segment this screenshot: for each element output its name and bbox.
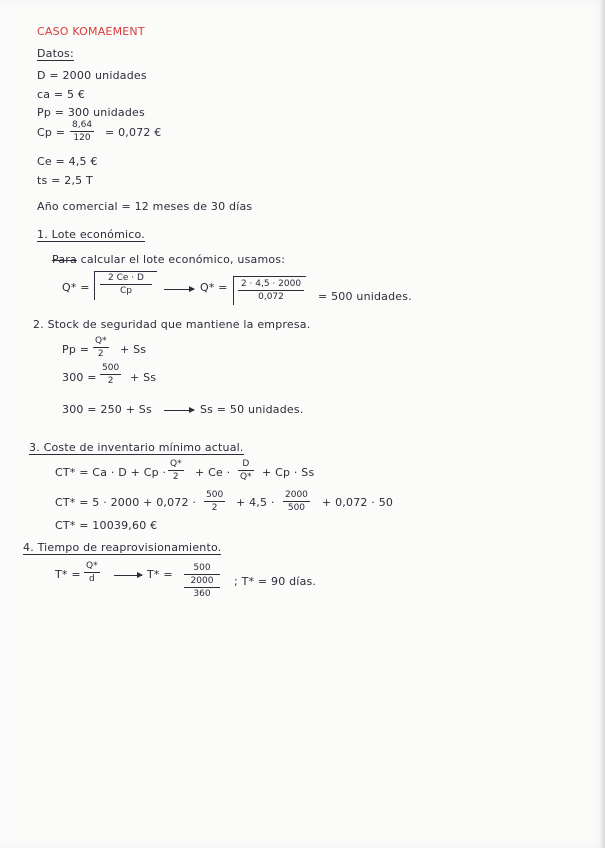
datos-heading <box>37 47 74 60</box>
s4-t-den: d <box>88 574 95 584</box>
arrow-icon <box>164 289 194 290</box>
s3-l3: CT* = 10039,60 € <box>55 519 158 532</box>
s1-q2-fraction <box>238 278 304 303</box>
s4-t2-left: T* = <box>147 568 173 581</box>
s1-heading-text: 1. Lote económico. <box>37 228 145 241</box>
s1-intro <box>52 253 285 266</box>
s2-l1-num: Q* <box>95 336 107 346</box>
s3-heading <box>29 441 244 454</box>
s2-l3-right: Ss = 50 unidades. <box>200 403 304 416</box>
s4-heading <box>23 541 221 554</box>
s4-t-num: Q* <box>86 561 98 571</box>
s3-l1-a: CT* = Ca · D + Cp · <box>55 466 167 479</box>
s2-heading <box>33 318 310 331</box>
s4-t2-den: 360 <box>184 587 220 600</box>
datos-heading-text: Datos: <box>37 47 74 60</box>
s3-l2-c: + 0,072 · 50 <box>322 496 394 509</box>
s1-q-num: 2 Ce · D <box>100 272 152 285</box>
s2-l2-den: 2 <box>107 376 114 386</box>
s2-l1-left: Pp = <box>62 343 90 356</box>
s4-t2-num: 500 <box>184 562 220 575</box>
s3-l2-f2-den: 500 <box>287 503 306 513</box>
s3-l2-fraction-1 <box>204 489 225 514</box>
s3-l2-fraction-2 <box>283 489 310 514</box>
datos-cp-num: 8,64 <box>72 120 93 130</box>
s2-l1-den: 2 <box>97 349 104 359</box>
datos-cp-suffix: = 0,072 € <box>105 126 162 139</box>
s2-l1-fraction <box>93 335 109 360</box>
s3-l1-f2-den: Q* <box>240 472 252 482</box>
s3-l1-f1-num: Q* <box>170 459 182 469</box>
s3-l1-b: + Ce · <box>195 466 231 479</box>
s3-l2-f2-num: 2000 <box>285 490 308 500</box>
s2-l2-left: 300 = <box>62 371 97 384</box>
s4-t2-fraction <box>184 562 220 600</box>
s4-t-left: T* = <box>55 568 81 581</box>
s3-l1-f1-den: 2 <box>172 472 179 482</box>
s3-l2-f1-num: 500 <box>206 490 224 500</box>
s3-l2-a: CT* = 5 · 2000 + 0,072 · <box>55 496 197 509</box>
datos-ca: ca = 5 € <box>37 88 86 101</box>
s4-heading-text: 4. Tiempo de reaprovisionamiento. <box>23 541 222 554</box>
datos-cp-den: 120 <box>73 133 91 143</box>
page-edge <box>600 0 605 848</box>
datos-anio: Año comercial = 12 meses de 30 días <box>37 200 253 213</box>
datos-demand: D = 2000 unidades <box>37 69 147 82</box>
s1-q2-den: 0,072 <box>258 292 284 302</box>
s1-q-fraction <box>100 272 152 297</box>
s3-heading-text: 3. Coste de inventario mínimo actual. <box>29 441 244 454</box>
datos-cp-prefix: Cp = <box>37 126 66 139</box>
s2-l2-right: + Ss <box>130 371 157 384</box>
s3-l2-f1-den: 2 <box>211 503 218 513</box>
s1-q-label: Q* = <box>62 281 90 294</box>
datos-ts: ts = 2,5 T <box>37 174 93 187</box>
s1-heading <box>37 228 145 241</box>
datos-cp-fraction <box>70 119 94 144</box>
arrow-icon <box>164 410 194 411</box>
datos-pp: Pp = 300 unidades <box>37 106 145 119</box>
s3-l2-b: + 4,5 · <box>236 496 275 509</box>
s1-intro-struck: Para <box>52 253 77 266</box>
arrow-icon <box>114 575 142 576</box>
s4-t-fraction <box>84 560 100 585</box>
s1-intro-text: calcular el lote económico, usamos: <box>80 253 286 266</box>
s4-t-result: ; T* = 90 días. <box>234 575 317 588</box>
page-title: CASO KOMAEMENT <box>37 25 145 38</box>
s3-l1-c: + Cp · Ss <box>262 466 315 479</box>
s1-q-den: Cp <box>120 286 132 296</box>
s3-l1-fraction-2 <box>238 458 254 483</box>
s3-l1-fraction-1 <box>168 458 184 483</box>
s2-heading-text: 2. Stock de seguridad que mantiene la empresa. <box>33 318 311 331</box>
s3-l1-f2-num: D <box>238 458 254 471</box>
s1-q2-num: 2 · 4,5 · 2000 <box>238 278 304 291</box>
s2-l1-right: + Ss <box>120 343 147 356</box>
s1-q-result: = 500 unidades. <box>318 290 412 303</box>
s2-l3-left: 300 = 250 + Ss <box>62 403 152 416</box>
s2-l2-fraction <box>100 362 121 387</box>
s1-q2-label: Q* = <box>200 281 228 294</box>
datos-ce: Ce = 4,5 € <box>37 155 98 168</box>
s4-t2-mid: 2000 <box>190 576 214 586</box>
s2-l2-num: 500 <box>102 363 120 373</box>
